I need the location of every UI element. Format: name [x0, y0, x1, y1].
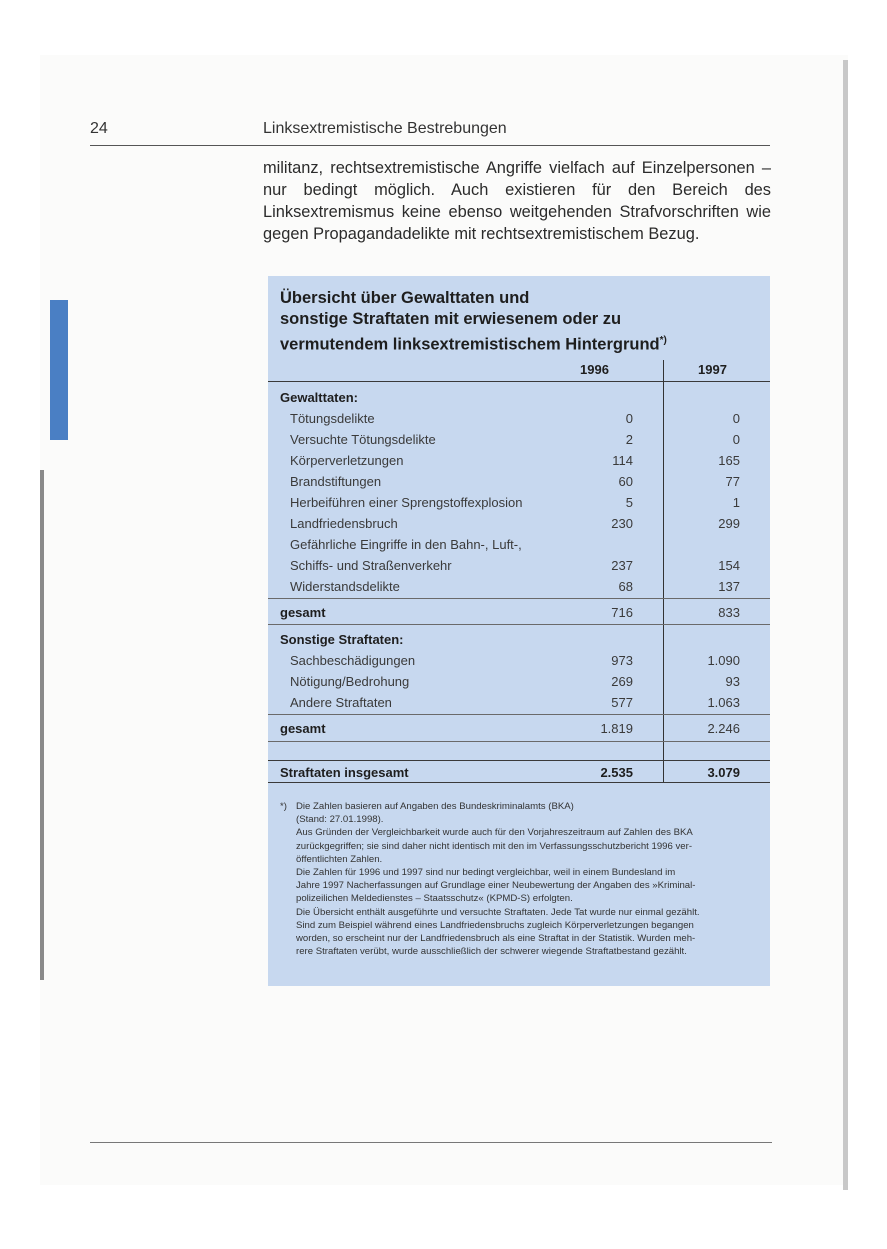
row-label: Widerstandsdelikte: [290, 579, 400, 594]
row-label: Andere Straftaten: [290, 695, 392, 710]
table-rule: [268, 598, 770, 599]
column-header-1997: 1997: [698, 362, 727, 377]
row-label: Sachbeschädigungen: [290, 653, 416, 668]
footnote-line: Sind zum Beispiel während eines Landfriedensbruchs zugleich Körperverletzungen begangen: [296, 919, 694, 931]
body-paragraph: militanz, rechtsextremistische Angriffe vielfach auf Einzelpersonen – nur bedingt möglich. Auch existieren für den Bereich des Linksextremismus keine ebenso weitgehenden Strafvorschriften wie gegen Propagandadelikte mit rechtsextremistischem Bezug.: [263, 159, 771, 243]
section-heading: Sonstige Straftaten:: [280, 632, 404, 647]
value-1996: 114: [612, 453, 633, 468]
footnote-line: Jahre 1997 Nacherfassungen auf Grundlage einer Neubewertung der Angaben des »Kriminal-: [296, 880, 696, 892]
value-1996: 68: [618, 579, 633, 594]
box-title-line: vermutendem linksextremistischem Hintergrund: [280, 335, 660, 354]
footnote-line: (Stand: 27.01.1998).: [296, 814, 384, 826]
table-rule: [268, 741, 770, 742]
statistics-table: [268, 276, 770, 796]
row-label: Körperverletzungen: [290, 453, 404, 468]
value-1996: 716: [611, 605, 633, 620]
row-label: Tötungsdelikte: [290, 411, 375, 426]
footnote-marker: *): [659, 335, 667, 346]
value-1996: 0: [625, 411, 633, 426]
value-1996: 2.535: [600, 765, 633, 780]
row-label: Nötigung/Bedrohung: [290, 674, 410, 689]
table-rule: [268, 760, 770, 761]
value-1997: 93: [725, 674, 740, 689]
box-footnote: [280, 800, 762, 958]
header-rule: [90, 145, 770, 146]
table-row: [268, 429, 770, 449]
grand-total-row: [268, 762, 770, 782]
table-row: [268, 513, 770, 533]
table-row: [268, 576, 770, 596]
row-label: Versuchte Tötungsdelikte: [290, 432, 436, 447]
value-1997: 77: [725, 474, 740, 489]
value-1996: 60: [618, 474, 633, 489]
statistics-box: [268, 276, 770, 986]
table-row: [268, 471, 770, 491]
footnote-line: Aus Gründen der Vergleichbarkeit wurde auch für den Vorjahreszeitraum auf Zahlen des BKA: [296, 827, 693, 839]
box-title-line: sonstige Straftaten mit erwiesenem oder zu: [280, 310, 622, 328]
value-1996: 5: [625, 495, 633, 510]
value-1996: 2: [625, 432, 633, 447]
table-rule: [268, 381, 770, 382]
table-row: [268, 671, 770, 691]
binding-edge: [40, 470, 44, 980]
section-heading: Gewalttaten:: [280, 390, 359, 405]
section-heading-row: [268, 629, 770, 649]
table-row: [268, 408, 770, 428]
footnote-line: polizeilichen Meldedienstes – Staatsschutz« (KPMD-S) erfolgten.: [296, 893, 573, 905]
footer-rule: [90, 1142, 772, 1143]
chapter-marker-tab: [50, 300, 68, 440]
page-number: 24: [90, 120, 108, 137]
value-1997: 165: [718, 453, 740, 468]
value-1997: 137: [718, 579, 740, 594]
table-rule: [268, 714, 770, 715]
table-row: [268, 450, 770, 470]
value-1997: 3.079: [707, 765, 740, 780]
value-1997: 2.246: [707, 721, 740, 736]
value-1996: 577: [611, 695, 633, 710]
subtotal-label: gesamt: [280, 605, 326, 620]
section-heading-row: [268, 387, 770, 407]
table-row: [268, 492, 770, 512]
table-row: [268, 692, 770, 712]
value-1997: 0: [732, 411, 740, 426]
footnote-line: worden, so erscheint nur der Landfriedensbruch als eine Straftat in der Statistik. Wurden meh-: [296, 933, 696, 945]
subtotal-label: gesamt: [280, 721, 326, 736]
grand-total-label: Straftaten insgesamt: [280, 765, 409, 780]
value-1997: 1.090: [707, 653, 740, 668]
value-1997: 1: [732, 495, 740, 510]
table-rule: [268, 782, 770, 783]
row-label: Schiffs- und Straßenverkehr: [290, 558, 452, 573]
value-1996: 237: [611, 558, 633, 573]
value-1997: 833: [718, 605, 740, 620]
value-1997: 154: [718, 558, 740, 573]
table-row: [268, 650, 770, 670]
footnote-line: Die Zahlen basieren auf Angaben des Bundeskriminalamts (BKA): [296, 801, 574, 812]
footnote-marker: *): [280, 801, 287, 812]
value-1997: 1.063: [707, 695, 740, 710]
value-1997: 0: [732, 432, 740, 447]
row-label: Brandstiftungen: [290, 474, 382, 489]
value-1996: 973: [611, 653, 633, 668]
value-1996: 230: [611, 516, 633, 531]
value-1997: 299: [718, 516, 740, 531]
footnote-line: rere Straftaten verübt, wurde ausschließlich der schwerer wiegende Straftatbestand gezählt.: [296, 946, 687, 958]
footnote-line: Die Übersicht enthält ausgeführte und versuchte Straftaten. Jede Tat wurde nur einmal gezählt.: [296, 906, 700, 918]
footnote-line: Die Zahlen für 1996 und 1997 sind nur bedingt vergleichbar, weil in einem Bundesland im: [296, 867, 676, 879]
table-row: [268, 534, 770, 554]
value-1996: 269: [611, 674, 633, 689]
subtotal-row: [268, 602, 770, 622]
row-label: Landfriedensbruch: [290, 516, 398, 531]
column-header-1996: 1996: [580, 362, 609, 377]
table-rule: [268, 624, 770, 625]
row-label: Gefährliche Eingriffe in den Bahn-, Luft-,: [290, 537, 522, 552]
page-edge: [843, 60, 848, 1190]
footnote-line: öffentlichten Zahlen.: [296, 853, 383, 865]
value-1996: 1.819: [600, 721, 633, 736]
table-row: [268, 555, 770, 575]
running-title: Linksextremistische Bestrebungen: [263, 120, 507, 137]
subtotal-row: [268, 718, 770, 738]
box-title-line: Übersicht über Gewalttaten und: [280, 289, 530, 307]
footnote-line: zurückgegriffen; sie sind daher nicht identisch mit den im Verfassungsschutzbericht 1996 ver-: [296, 840, 693, 852]
row-label: Herbeiführen einer Sprengstoffexplosion: [290, 495, 523, 510]
